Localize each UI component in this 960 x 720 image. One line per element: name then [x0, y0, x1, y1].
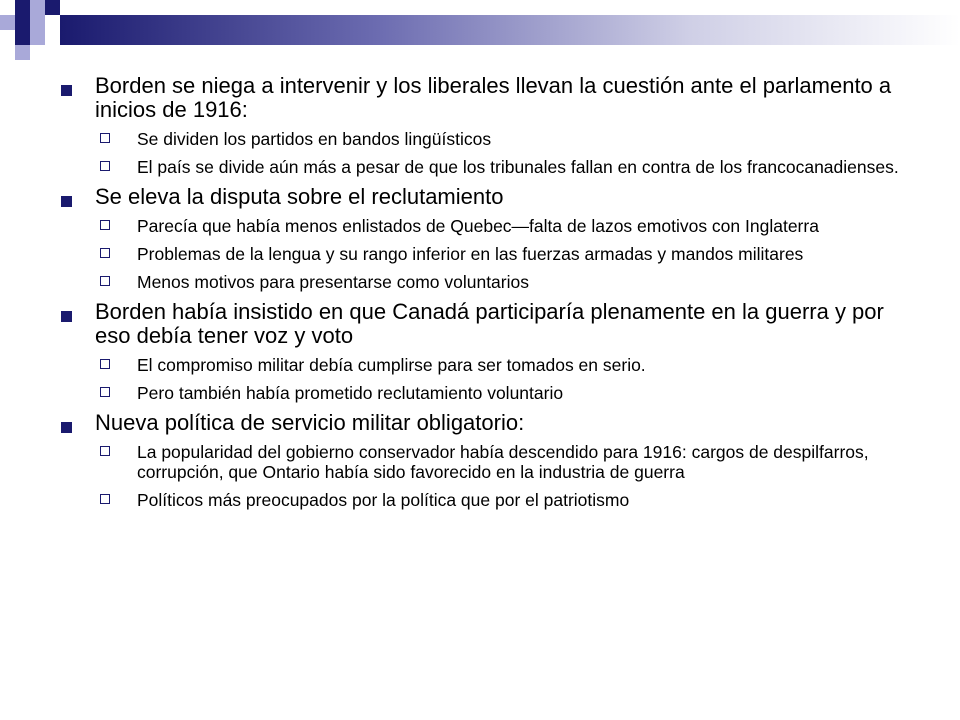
- decorative-square: [30, 30, 45, 45]
- bullet-text: Nueva política de servicio militar obligatorio:: [95, 410, 525, 435]
- decorative-square: [15, 45, 30, 60]
- sub-bullet-list: [95, 216, 915, 292]
- hollow-square-bullet-icon: [100, 446, 110, 456]
- sub-bullet-item: [95, 383, 915, 403]
- bullet-text: Borden se niega a intervenir y los liberales llevan la cuestión ante el parlamento a inicios de 1916:: [95, 73, 892, 122]
- decorative-square: [30, 15, 45, 30]
- sub-bullet-text: El país se divide aún más a pesar de que los tribunales fallan en contra de los francocanadienses.: [137, 157, 899, 177]
- decorative-square: [15, 15, 30, 30]
- sub-bullet-text: Parecía que había menos enlistados de Quebec—falta de lazos emotivos con Inglaterra: [137, 216, 819, 236]
- sub-bullet-list: [95, 442, 915, 510]
- sub-bullet-text: Problemas de la lengua y su rango inferior en las fuerzas armadas y mandos militares: [137, 244, 804, 264]
- hollow-square-bullet-icon: [100, 359, 110, 369]
- square-bullet-icon: [61, 422, 72, 433]
- bullet-item: [55, 300, 915, 403]
- bullet-item: [55, 411, 915, 510]
- sub-bullet-item: [95, 490, 915, 510]
- sub-bullet-text: Se dividen los partidos en bandos lingüísticos: [137, 129, 492, 149]
- sub-bullet-text: Pero también había prometido reclutamiento voluntario: [137, 383, 564, 403]
- decorative-square: [15, 0, 30, 15]
- sub-bullet-item: [95, 272, 915, 292]
- sub-bullet-item: [95, 244, 915, 264]
- header-gradient-bar: [60, 15, 960, 45]
- hollow-square-bullet-icon: [100, 276, 110, 286]
- sub-bullet-item: [95, 129, 915, 149]
- bullet-item: [55, 185, 915, 292]
- sub-bullet-item: [95, 157, 915, 177]
- sub-bullet-text: Políticos más preocupados por la política que por el patriotismo: [137, 490, 630, 510]
- square-bullet-icon: [61, 311, 72, 322]
- sub-bullet-item: [95, 216, 915, 236]
- hollow-square-bullet-icon: [100, 387, 110, 397]
- bullet-text: Se eleva la disputa sobre el reclutamiento: [95, 184, 504, 209]
- sub-bullet-text: El compromiso militar debía cumplirse para ser tomados en serio.: [137, 355, 646, 375]
- hollow-square-bullet-icon: [100, 133, 110, 143]
- sub-bullet-text: La popularidad del gobierno conservador había descendido para 1916: cargos de despilfarros, corrupción, que Ontario había sido favorecido en la industria de guerra: [137, 442, 869, 482]
- hollow-square-bullet-icon: [100, 161, 110, 171]
- square-bullet-icon: [61, 196, 72, 207]
- sub-bullet-item: [95, 355, 915, 375]
- sub-bullet-text: Menos motivos para presentarse como voluntarios: [137, 272, 529, 292]
- hollow-square-bullet-icon: [100, 494, 110, 504]
- decorative-square: [15, 30, 30, 45]
- header-decoration: [0, 0, 960, 60]
- square-bullet-icon: [61, 85, 72, 96]
- bullet-text: Borden había insistido en que Canadá participaría plenamente en la guerra y por eso debía tener voz y voto: [95, 299, 884, 348]
- decorative-square: [0, 15, 15, 30]
- sub-bullet-list: [95, 129, 915, 177]
- bullet-item: [55, 74, 915, 177]
- hollow-square-bullet-icon: [100, 220, 110, 230]
- sub-bullet-list: [95, 355, 915, 403]
- sub-bullet-item: [95, 442, 915, 482]
- decorative-square: [45, 0, 60, 15]
- decorative-square: [30, 0, 45, 15]
- slide-content: [55, 74, 915, 518]
- hollow-square-bullet-icon: [100, 248, 110, 258]
